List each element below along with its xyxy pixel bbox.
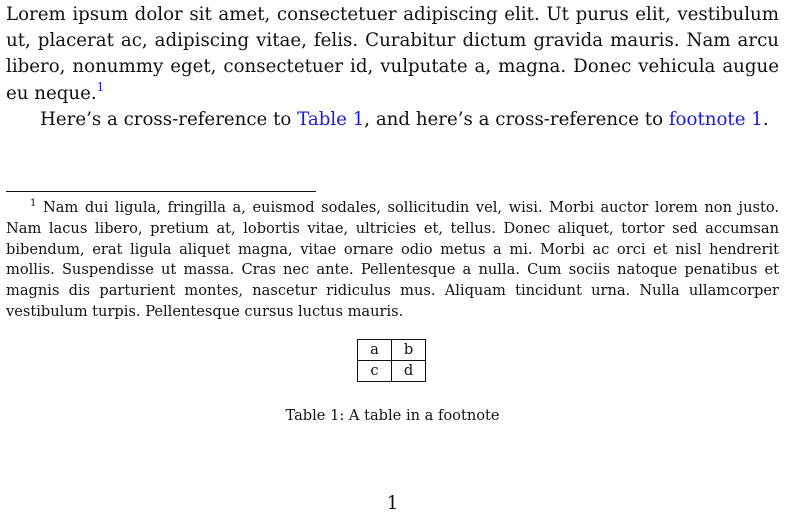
body-paragraph-2 xyxy=(6,107,779,133)
paragraph-2-text-before: Here’s a cross-reference to xyxy=(40,109,298,130)
table-1-cross-reference-link[interactable]: Table 1 xyxy=(297,109,365,130)
table-caption: Table 1: A table in a footnote xyxy=(285,407,500,424)
footnote-1-cross-reference-link[interactable]: footnote 1 xyxy=(668,109,763,130)
table-cell: a xyxy=(358,340,392,361)
document-page xyxy=(6,0,779,520)
footnote-1 xyxy=(6,198,779,323)
table-row xyxy=(358,361,426,382)
table-cell: c xyxy=(358,361,392,382)
footnote-mark-link[interactable]: 1 xyxy=(96,79,105,94)
page-number: 1 xyxy=(386,493,399,514)
paragraph-2-text-after: . xyxy=(762,109,769,130)
table-grid xyxy=(357,339,426,382)
table-cell: d xyxy=(392,361,426,382)
footnote-separator-rule xyxy=(6,191,316,192)
table-cell: b xyxy=(392,340,426,361)
footnote-number: 1 xyxy=(30,198,37,209)
table-row xyxy=(358,340,426,361)
footnote-text: Nam dui ligula, fringilla a, euismod sodales, sollicitudin vel, wisi. Morbi auctor lorem non justo. Nam lacus libero, pretium at, lobortis vitae, ultricies et, tellus. Donec aliquet, tortor sed accumsan bibendum, erat ligula aliquet magna, vitae ornare odio metus a mi. Morbi ac orci et nisl hendrerit mollis. Suspendisse ut massa. Cras nec ante. Pellentesque a nulla. Cum sociis natoque penatibus et magnis dis parturient montes, nascetur ridiculus mus. Aliquam tincidunt urna. Nulla ullamcorper vestibulum turpis. Pellentesque cursus luctus mauris. xyxy=(6,199,779,320)
paragraph-1-text: Lorem ipsum dolor sit amet, consectetuer adipiscing elit. Ut purus elit, vestibulum ut, placerat ac, adipiscing vitae, felis. Curabitur dictum gravida mauris. Nam arcu libero, nonummy eget, consectetuer id, vulputate a, magna. Donec vehicula augue eu neque. xyxy=(6,4,779,104)
footnote-table xyxy=(357,339,426,382)
body-paragraph-1 xyxy=(6,2,779,107)
paragraph-2-text-between: , and here’s a cross-reference to xyxy=(364,109,669,130)
